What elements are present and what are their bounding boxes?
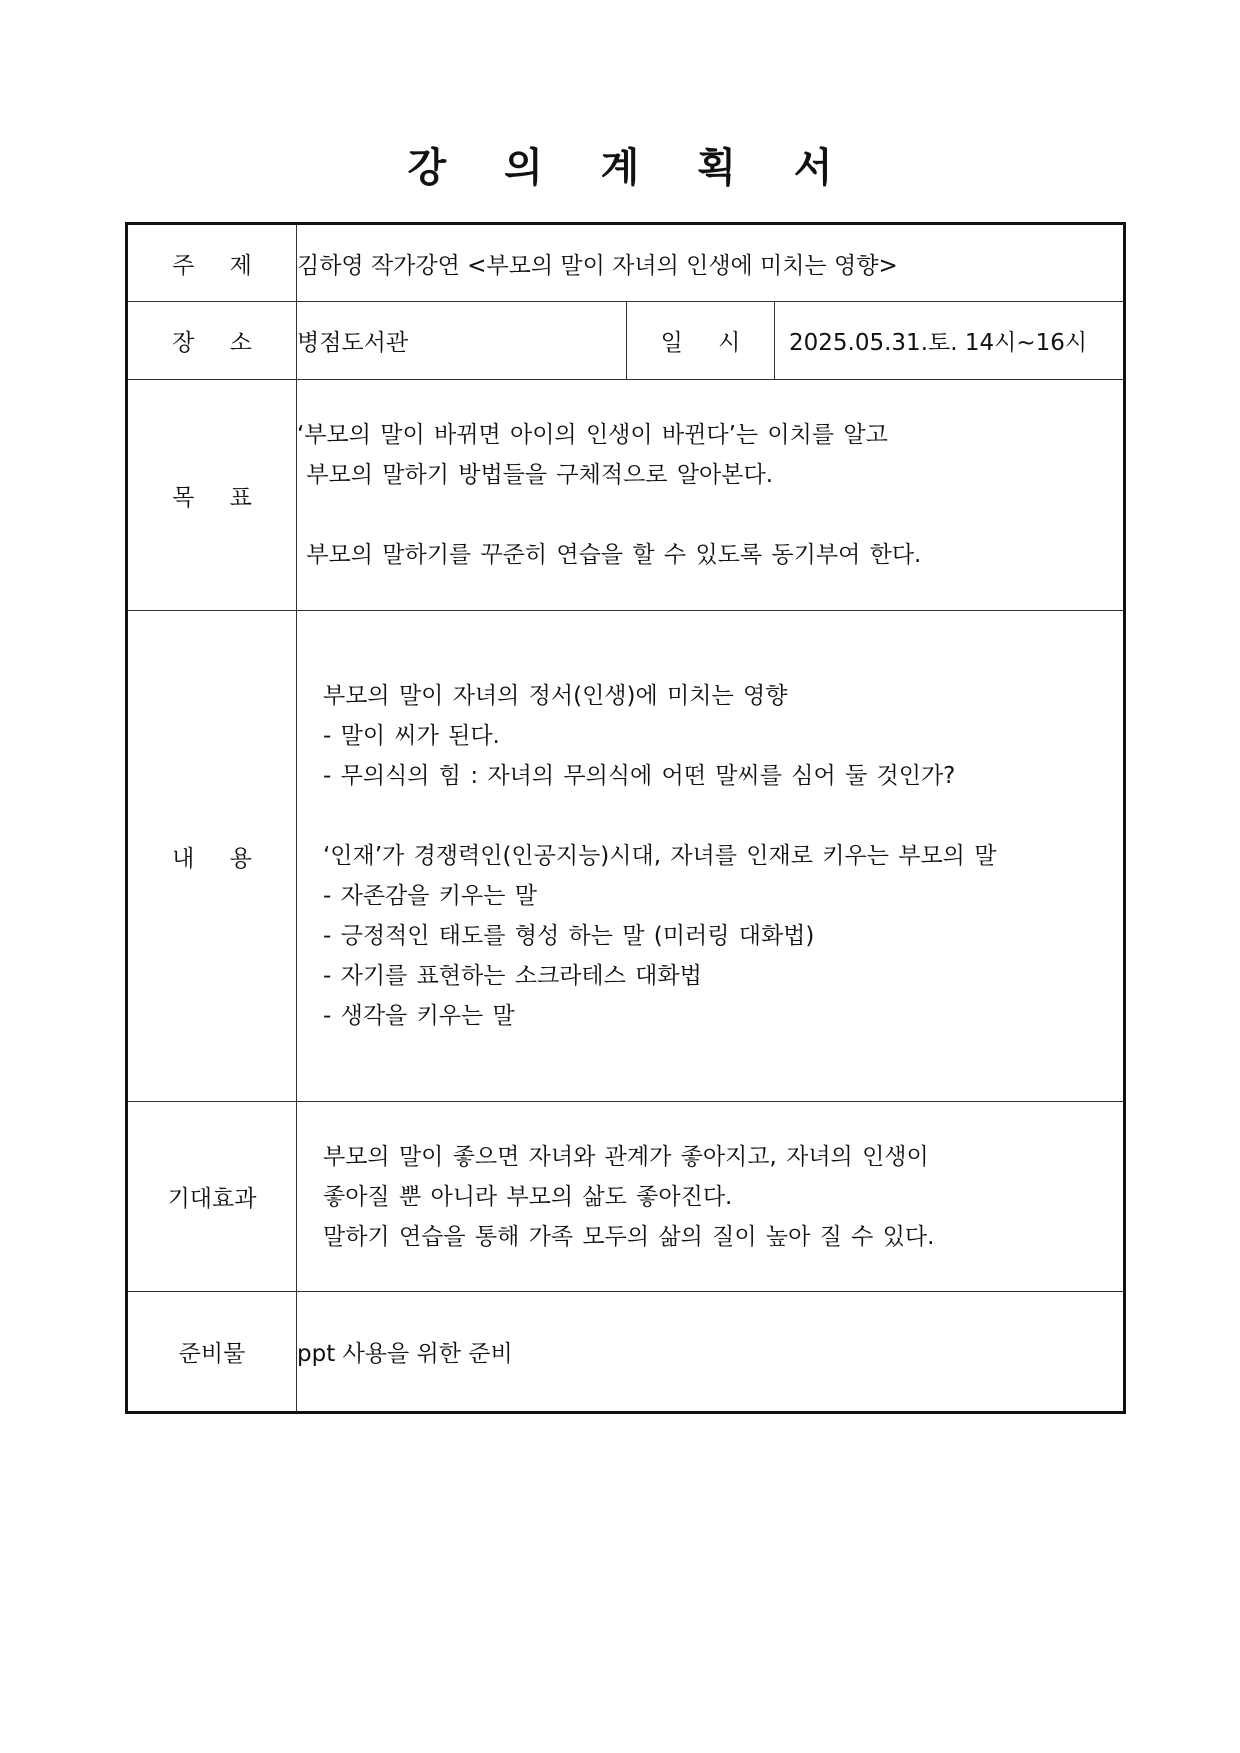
content-line: - 말이 씨가 된다. xyxy=(323,723,500,749)
materials-value: ppt 사용을 위한 준비 xyxy=(297,1292,1125,1413)
content-line: - 자존감을 키우는 말 xyxy=(323,883,537,909)
goal-blank-line xyxy=(297,495,1123,535)
content-text xyxy=(297,611,1125,1102)
page-title: 강 의 계 획 서 xyxy=(407,145,855,191)
goal-line: 부모의 말하기를 꾸준히 연습을 할 수 있도록 동기부여 한다. xyxy=(297,542,922,568)
goal-line: 부모의 말하기 방법들을 구체적으로 알아본다. xyxy=(297,462,774,488)
datetime-value: 2025.05.31.토. 14시~16시 xyxy=(775,302,1125,380)
content-line: - 긍정적인 태도를 형성 하는 말 (미러링 대화법) xyxy=(323,923,815,949)
content-line: - 자기를 표현하는 소크라테스 대화법 xyxy=(323,963,702,989)
lecture-plan-table xyxy=(125,222,1126,1414)
goal-label: 목 표 xyxy=(127,380,297,611)
goal-text xyxy=(297,380,1125,611)
place-label: 장 소 xyxy=(127,302,297,380)
content-line: - 무의식의 힘 : 자녀의 무의식에 어떤 말씨를 심어 둘 것인가? xyxy=(323,763,956,789)
content-line: ‘인재’가 경쟁력인(인공지능)시대, 자녀를 인재로 키우는 부모의 말 xyxy=(323,843,997,869)
materials-row xyxy=(127,1292,1125,1413)
materials-label: 준비물 xyxy=(127,1292,297,1413)
effect-label: 기대효과 xyxy=(127,1102,297,1292)
content-line: 부모의 말이 자녀의 정서(인생)에 미치는 영향 xyxy=(323,683,788,709)
effect-text xyxy=(297,1102,1125,1292)
content-line: - 생각을 키우는 말 xyxy=(323,1003,515,1029)
subject-label: 주 제 xyxy=(127,224,297,302)
effect-row xyxy=(127,1102,1125,1292)
subject-value: 김하영 작가강연 <부모의 말이 자녀의 인생에 미치는 영향> xyxy=(297,224,1125,302)
effect-line: 좋아질 뿐 아니라 부모의 삶도 좋아진다. xyxy=(323,1183,733,1210)
effect-line: 부모의 말이 좋으면 자녀와 관계가 좋아지고, 자녀의 인생이 xyxy=(323,1143,929,1170)
place-row xyxy=(127,302,1125,380)
content-row xyxy=(127,611,1125,1102)
datetime-label: 일 시 xyxy=(627,302,775,380)
subject-row xyxy=(127,224,1125,302)
place-value: 병점도서관 xyxy=(297,302,627,380)
effect-line: 말하기 연습을 통해 가족 모두의 삶의 질이 높아 질 수 있다. xyxy=(323,1223,935,1250)
content-blank-line xyxy=(323,796,1123,836)
goal-line: ‘부모의 말이 바뀌면 아이의 인생이 바뀐다’는 이치를 알고 xyxy=(297,422,888,448)
goal-row xyxy=(127,380,1125,611)
content-label: 내 용 xyxy=(127,611,297,1102)
